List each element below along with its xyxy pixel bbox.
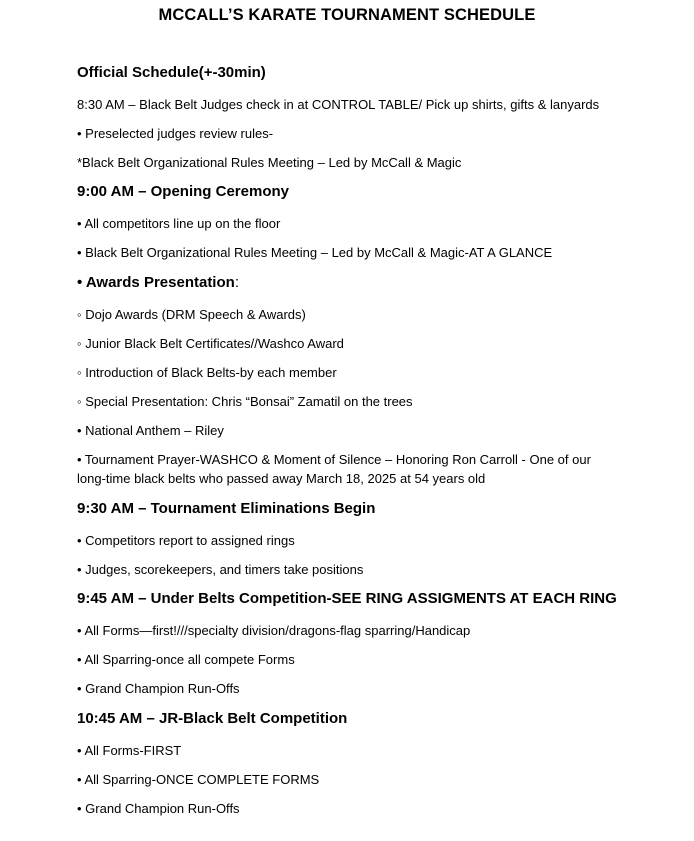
schedule-item: ◦ Dojo Awards (DRM Speech & Awards) xyxy=(77,307,306,322)
eliminations-heading: 9:30 AM – Tournament Eliminations Begin xyxy=(77,500,376,517)
opening-ceremony-heading: 9:00 AM – Opening Ceremony xyxy=(77,183,289,200)
document-title: MCCALL’S KARATE TOURNAMENT SCHEDULE xyxy=(158,6,536,24)
schedule-item: • Judges, scorekeepers, and timers take positions xyxy=(77,562,364,577)
schedule-item: • All Sparring-once all compete Forms xyxy=(77,652,295,667)
official-schedule-heading: Official Schedule(+-30min) xyxy=(77,64,266,81)
schedule-item: • All Sparring-ONCE COMPLETE FORMS xyxy=(77,772,320,787)
schedule-item: *Black Belt Organizational Rules Meeting – Led by McCall & Magic xyxy=(77,155,462,170)
schedule-item: • Grand Champion Run-Offs xyxy=(77,681,240,696)
schedule-item: • Grand Champion Run-Offs xyxy=(77,801,240,816)
awards-heading-suffix: : xyxy=(234,274,239,291)
schedule-item: • All Forms-FIRST xyxy=(77,743,182,758)
schedule-item: 8:30 AM – Black Belt Judges check in at CONTROL TABLE/ Pick up shirts, gifts & lanyards xyxy=(77,97,600,112)
awards-presentation-heading xyxy=(77,274,239,291)
schedule-item: • All Forms—first!///specialty division/dragons-flag sparring/Handicap xyxy=(77,623,471,638)
jr-black-belt-heading: 10:45 AM – JR-Black Belt Competition xyxy=(77,710,348,727)
schedule-item: ◦ Introduction of Black Belts-by each member xyxy=(77,365,337,380)
schedule-item: • Preselected judges review rules- xyxy=(77,126,274,141)
under-belts-heading: 9:45 AM – Under Belts Competition-SEE RING ASSIGMENTS AT EACH RING xyxy=(77,590,617,607)
awards-heading-text: • Awards Presentation xyxy=(77,274,235,291)
schedule-item: • Black Belt Organizational Rules Meeting – Led by McCall & Magic-AT A GLANCE xyxy=(77,245,553,260)
schedule-item: • All competitors line up on the floor xyxy=(77,216,281,231)
schedule-item: • Tournament Prayer-WASHCO & Moment of Silence – Honoring Ron Carroll - One of our long-time black belts who passed away March 18, 2025 at 54 years old xyxy=(77,452,591,486)
schedule-item: ◦ Junior Black Belt Certificates//Washco Award xyxy=(77,336,344,351)
schedule-item: • Competitors report to assigned rings xyxy=(77,533,295,548)
schedule-item: • National Anthem – Riley xyxy=(77,423,224,438)
schedule-item: ◦ Special Presentation: Chris “Bonsai” Zamatil on the trees xyxy=(77,394,413,409)
